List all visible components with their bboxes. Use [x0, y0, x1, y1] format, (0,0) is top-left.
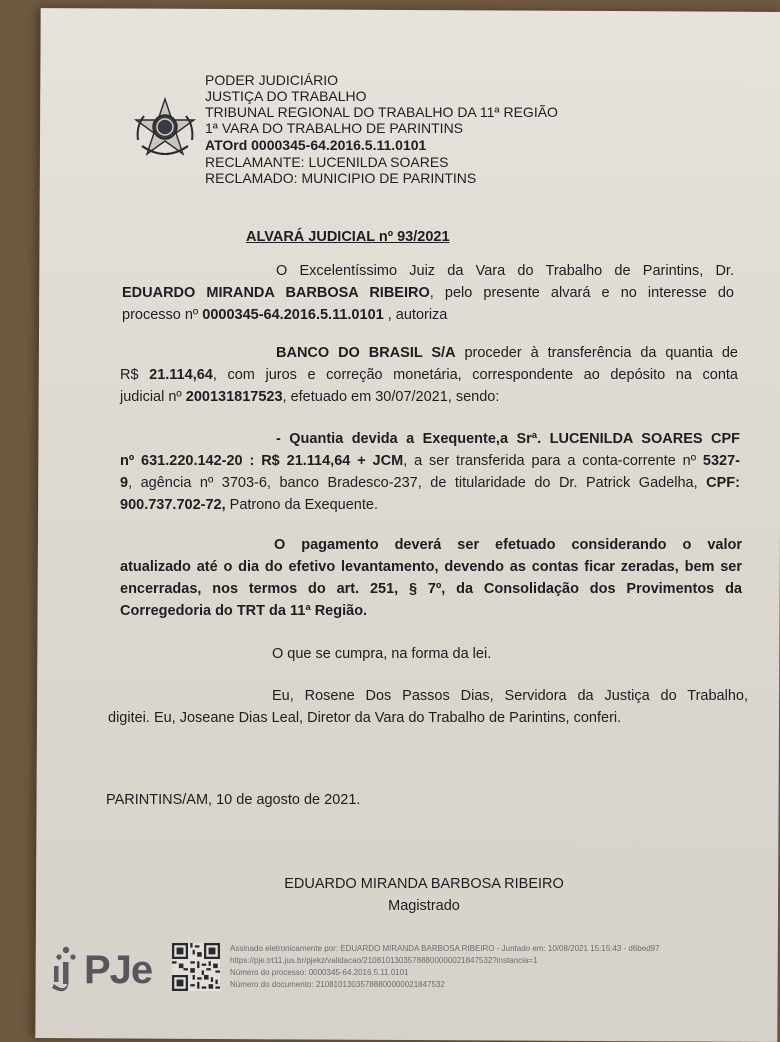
place-date-text: PARINTINS/AM, 10 de agosto de 2021.: [106, 792, 361, 808]
paragraph-2-line-2: [120, 364, 738, 386]
header-line-4: 1ª VARA DO TRABALHO DE PARINTINS: [205, 120, 464, 136]
coat-of-arms-icon: [132, 96, 198, 162]
paragraph-1-line-3-a: processo nº: [122, 307, 203, 323]
paragraph-2-line-2-rest: , com juros e correção monetária, correspondente ao depósito na conta: [212, 367, 738, 383]
paragraph-2-line-3: [120, 386, 738, 408]
defendant: RECLAMADO: MUNICIPIO DE PARINTINS: [205, 170, 477, 186]
pje-mark-icon: [50, 946, 80, 994]
paragraph-1-line-2-text: , pelo presente alvará e no interesse do: [429, 285, 734, 301]
account-number: 200131817523: [185, 389, 283, 405]
amount: 21.114,64: [149, 367, 213, 383]
paragraph-3-line-4-rest: Patrono da Exequente.: [225, 497, 378, 513]
document-title: ALVARÁ JUDICIAL nº 93/2021: [246, 229, 450, 245]
header-line-2: JUSTIÇA DO TRABALHO: [205, 88, 367, 104]
cpf-label: CPF:: [706, 475, 740, 491]
signature-name: EDUARDO MIRANDA BARBOSA RIBEIRO: [284, 876, 564, 892]
footer-process-number: Número do processo: 0000345-64.2016.5.11.0101: [230, 968, 409, 977]
paragraph-3-line-2: [120, 450, 740, 472]
signature-role: Magistrado: [388, 898, 460, 914]
header-line-1: PODER JUDICIÁRIO: [205, 72, 339, 88]
account-part-2: 9: [120, 475, 129, 491]
paragraph-3-line-3-rest: , agência nº 3703-6, banco Bradesco-237, de titularidade do Dr. Patrick Gadelha,: [128, 475, 707, 491]
paragraph-4-line-4: Corregedoria do TRT da 11ª Região.: [120, 603, 368, 619]
process-number: ATOrd 0000345-64.2016.5.11.0101: [205, 137, 427, 153]
paragraph-1-line-3: [122, 304, 734, 326]
paragraph-3-line-1: - Quantia devida a Exequente,a Srª. LUCENILDA SOARES CPF: [276, 431, 740, 447]
paragraph-3-line-2-rest: , a ser transferida para a conta-corrente nº: [403, 453, 703, 469]
claimant: RECLAMANTE: LUCENILDA SOARES: [205, 154, 449, 170]
lawyer-cpf: 900.737.702-72,: [120, 497, 226, 513]
pje-logo-text: PJe: [84, 948, 153, 992]
paragraph-3: [120, 428, 740, 516]
pje-logo: [50, 944, 162, 996]
paragraph-5-text: O que se cumpra, na forma da lei.: [272, 646, 492, 662]
cpf-amount: nº 631.220.142-20 : R$ 21.114,64 + JCM: [120, 453, 404, 469]
place-date: [106, 789, 360, 811]
paragraph-2-line-3-a: judicial nº: [120, 389, 186, 405]
paragraph-1: [122, 260, 734, 326]
paragraph-2-line-3-rest: , efetuado em 30/07/2021, sendo:: [282, 389, 500, 405]
footer-signed-by: Assinado eletronicamente por: EDUARDO MIRANDA BARBOSA RIBEIRO - Juntado em: 10/08/2021 15:15:43 - d6bed97: [230, 944, 660, 953]
signature-block: [240, 873, 608, 917]
paragraph-2: [120, 342, 738, 408]
paragraph-3-line-4: [120, 494, 740, 516]
footer-validation-url[interactable]: https://pje.trt11.jus.br/pjekz/validacao/21081013035788800000021847532?instancia=1: [230, 956, 538, 965]
bank-name: BANCO DO BRASIL S/A: [276, 345, 456, 361]
paragraph-4-line-1: O pagamento deverá ser efetuado considerando o valor: [274, 537, 742, 553]
paragraph-6-line-1: Eu, Rosene Dos Passos Dias, Servidora da Justiça do Trabalho,: [272, 688, 748, 704]
account-part-1: 5327-: [702, 453, 740, 469]
paragraph-5: [272, 643, 491, 665]
paragraph-1-line-2: [122, 282, 734, 304]
paragraph-2-line-1-rest: proceder à transferência da quantia de: [455, 345, 738, 361]
paragraph-2-line-2-a: R$: [120, 367, 150, 383]
paragraph-3-line-3: [120, 472, 740, 494]
paragraph-1-line-3-rest: , autoriza: [383, 307, 448, 323]
paragraph-4-line-3: encerradas, nos termos do art. 251, § 7º, da Consolidação dos Provimentos da: [120, 581, 742, 597]
qr-code-icon: [172, 943, 220, 991]
paragraph-6: [108, 685, 748, 729]
paragraph-2-line-1: [120, 342, 738, 364]
paragraph-4-line-2: atualizado até o dia do efetivo levantamento, devendo as contas ficar zeradas, bem ser: [120, 559, 742, 575]
judge-name: EDUARDO MIRANDA BARBOSA RIBEIRO: [122, 285, 430, 301]
paragraph-4: [120, 534, 742, 622]
header-line-3: TRIBUNAL REGIONAL DO TRABALHO DA 11ª REGIÃO: [205, 104, 558, 120]
paragraph-1-line-1: O Excelentíssimo Juiz da Vara do Trabalho de Parintins, Dr.: [276, 263, 734, 279]
process-ref: 0000345-64.2016.5.11.0101: [202, 307, 384, 323]
paragraph-6-line-2: digitei. Eu, Joseane Dias Leal, Diretor da Vara do Trabalho de Parintins, conferi.: [108, 710, 622, 726]
footer-document-number: Número do documento: 21081013035788800000021847532: [230, 980, 445, 989]
